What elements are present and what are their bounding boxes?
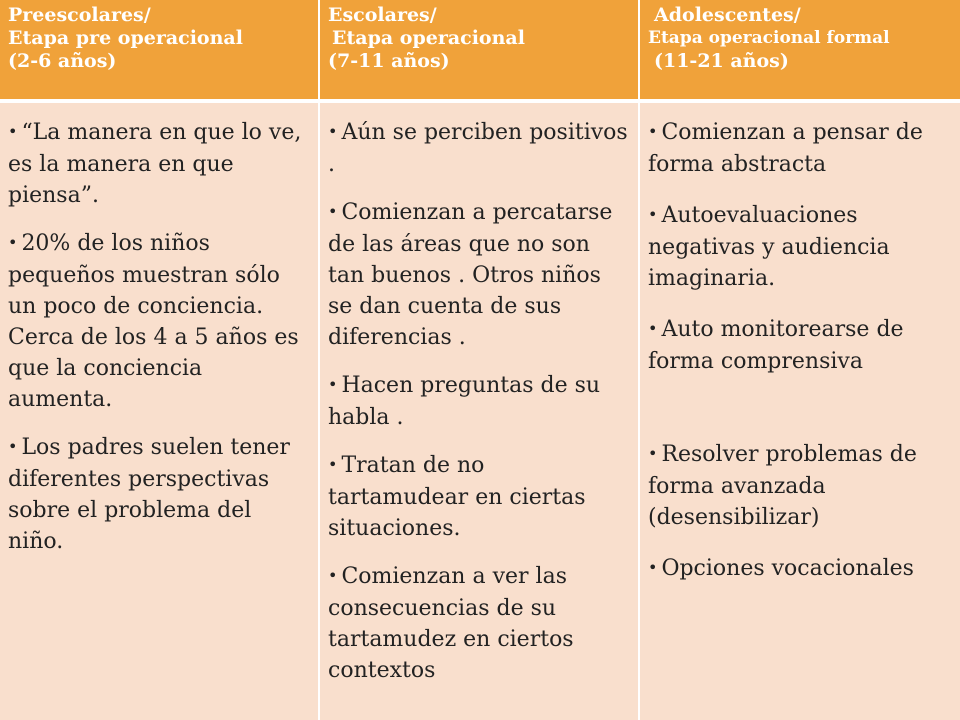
header-title: Escolares/ [328,4,437,26]
header-stage: Etapa operacional formal [648,28,890,48]
header-stage: Etapa operacional [332,27,525,49]
list-item: • Aún se perciben positivos . [328,120,628,177]
list-item: • “La manera en que lo ve, es la manera en que piensa”. [8,120,302,208]
body-row [0,103,960,720]
bullet-icon: • [328,202,338,221]
column-preescolares [0,103,320,720]
header-age-range: (11-21 años) [654,50,789,72]
column-escolares [320,103,640,720]
header-preescolares [0,0,320,103]
bullet-icon: • [8,233,18,252]
header-escolares [320,0,640,103]
bullet-list [648,117,952,585]
list-item: • Hacen preguntas de su habla . [328,373,601,430]
header-age-range: (7-11 años) [328,50,450,72]
bullet-list [8,117,310,557]
header-row [0,0,960,103]
list-item: • 20% de los niños pequeños muestran sólo un poco de conciencia. Cerca de los 4 a 5 años es que la conciencia aumenta. [8,231,299,412]
bullet-icon: • [328,566,338,585]
bullet-icon: • [8,437,18,456]
bullet-icon: • [648,122,658,141]
list-item: • Comienzan a percatarse de las áreas que no son tan buenos . Otros niños se dan cuenta de sus diferencias . [328,200,613,350]
bullet-icon: • [648,205,658,224]
bullet-list [328,117,630,686]
bullet-icon: • [8,122,18,141]
list-item: • Comienzan a ver las consecuencias de su tartamudez en ciertos contextos [328,564,574,683]
list-item: • Resolver problemas de forma avanzada (desensibilizar) [648,442,917,530]
list-item: • Autoevaluaciones negativas y audiencia imaginaria. [648,203,890,291]
list-item: • Opciones vocacionales [648,556,914,581]
bullet-icon: • [648,558,658,577]
bullet-icon: • [328,455,338,474]
list-item: • Los padres suelen tener diferentes perspectivas sobre el problema del niño. [8,435,290,554]
bullet-icon: • [648,444,658,463]
bullet-icon: • [648,319,658,338]
header-title: Preescolares/ [8,4,151,26]
bullet-icon: • [328,122,338,141]
header-stage: Etapa pre operacional [8,27,243,49]
bullet-icon: • [328,375,338,394]
list-item: • Comienzan a pensar de forma abstracta [648,120,923,177]
list-item: • Tratan de no tartamudear en ciertas situaciones. [328,453,586,541]
list-item: • Auto monitorearse de forma comprensiva [648,317,904,374]
header-title: Adolescentes/ [654,4,801,26]
header-adolescentes [640,0,960,103]
header-age-range: (2-6 años) [8,50,117,72]
column-adolescentes [640,103,960,720]
